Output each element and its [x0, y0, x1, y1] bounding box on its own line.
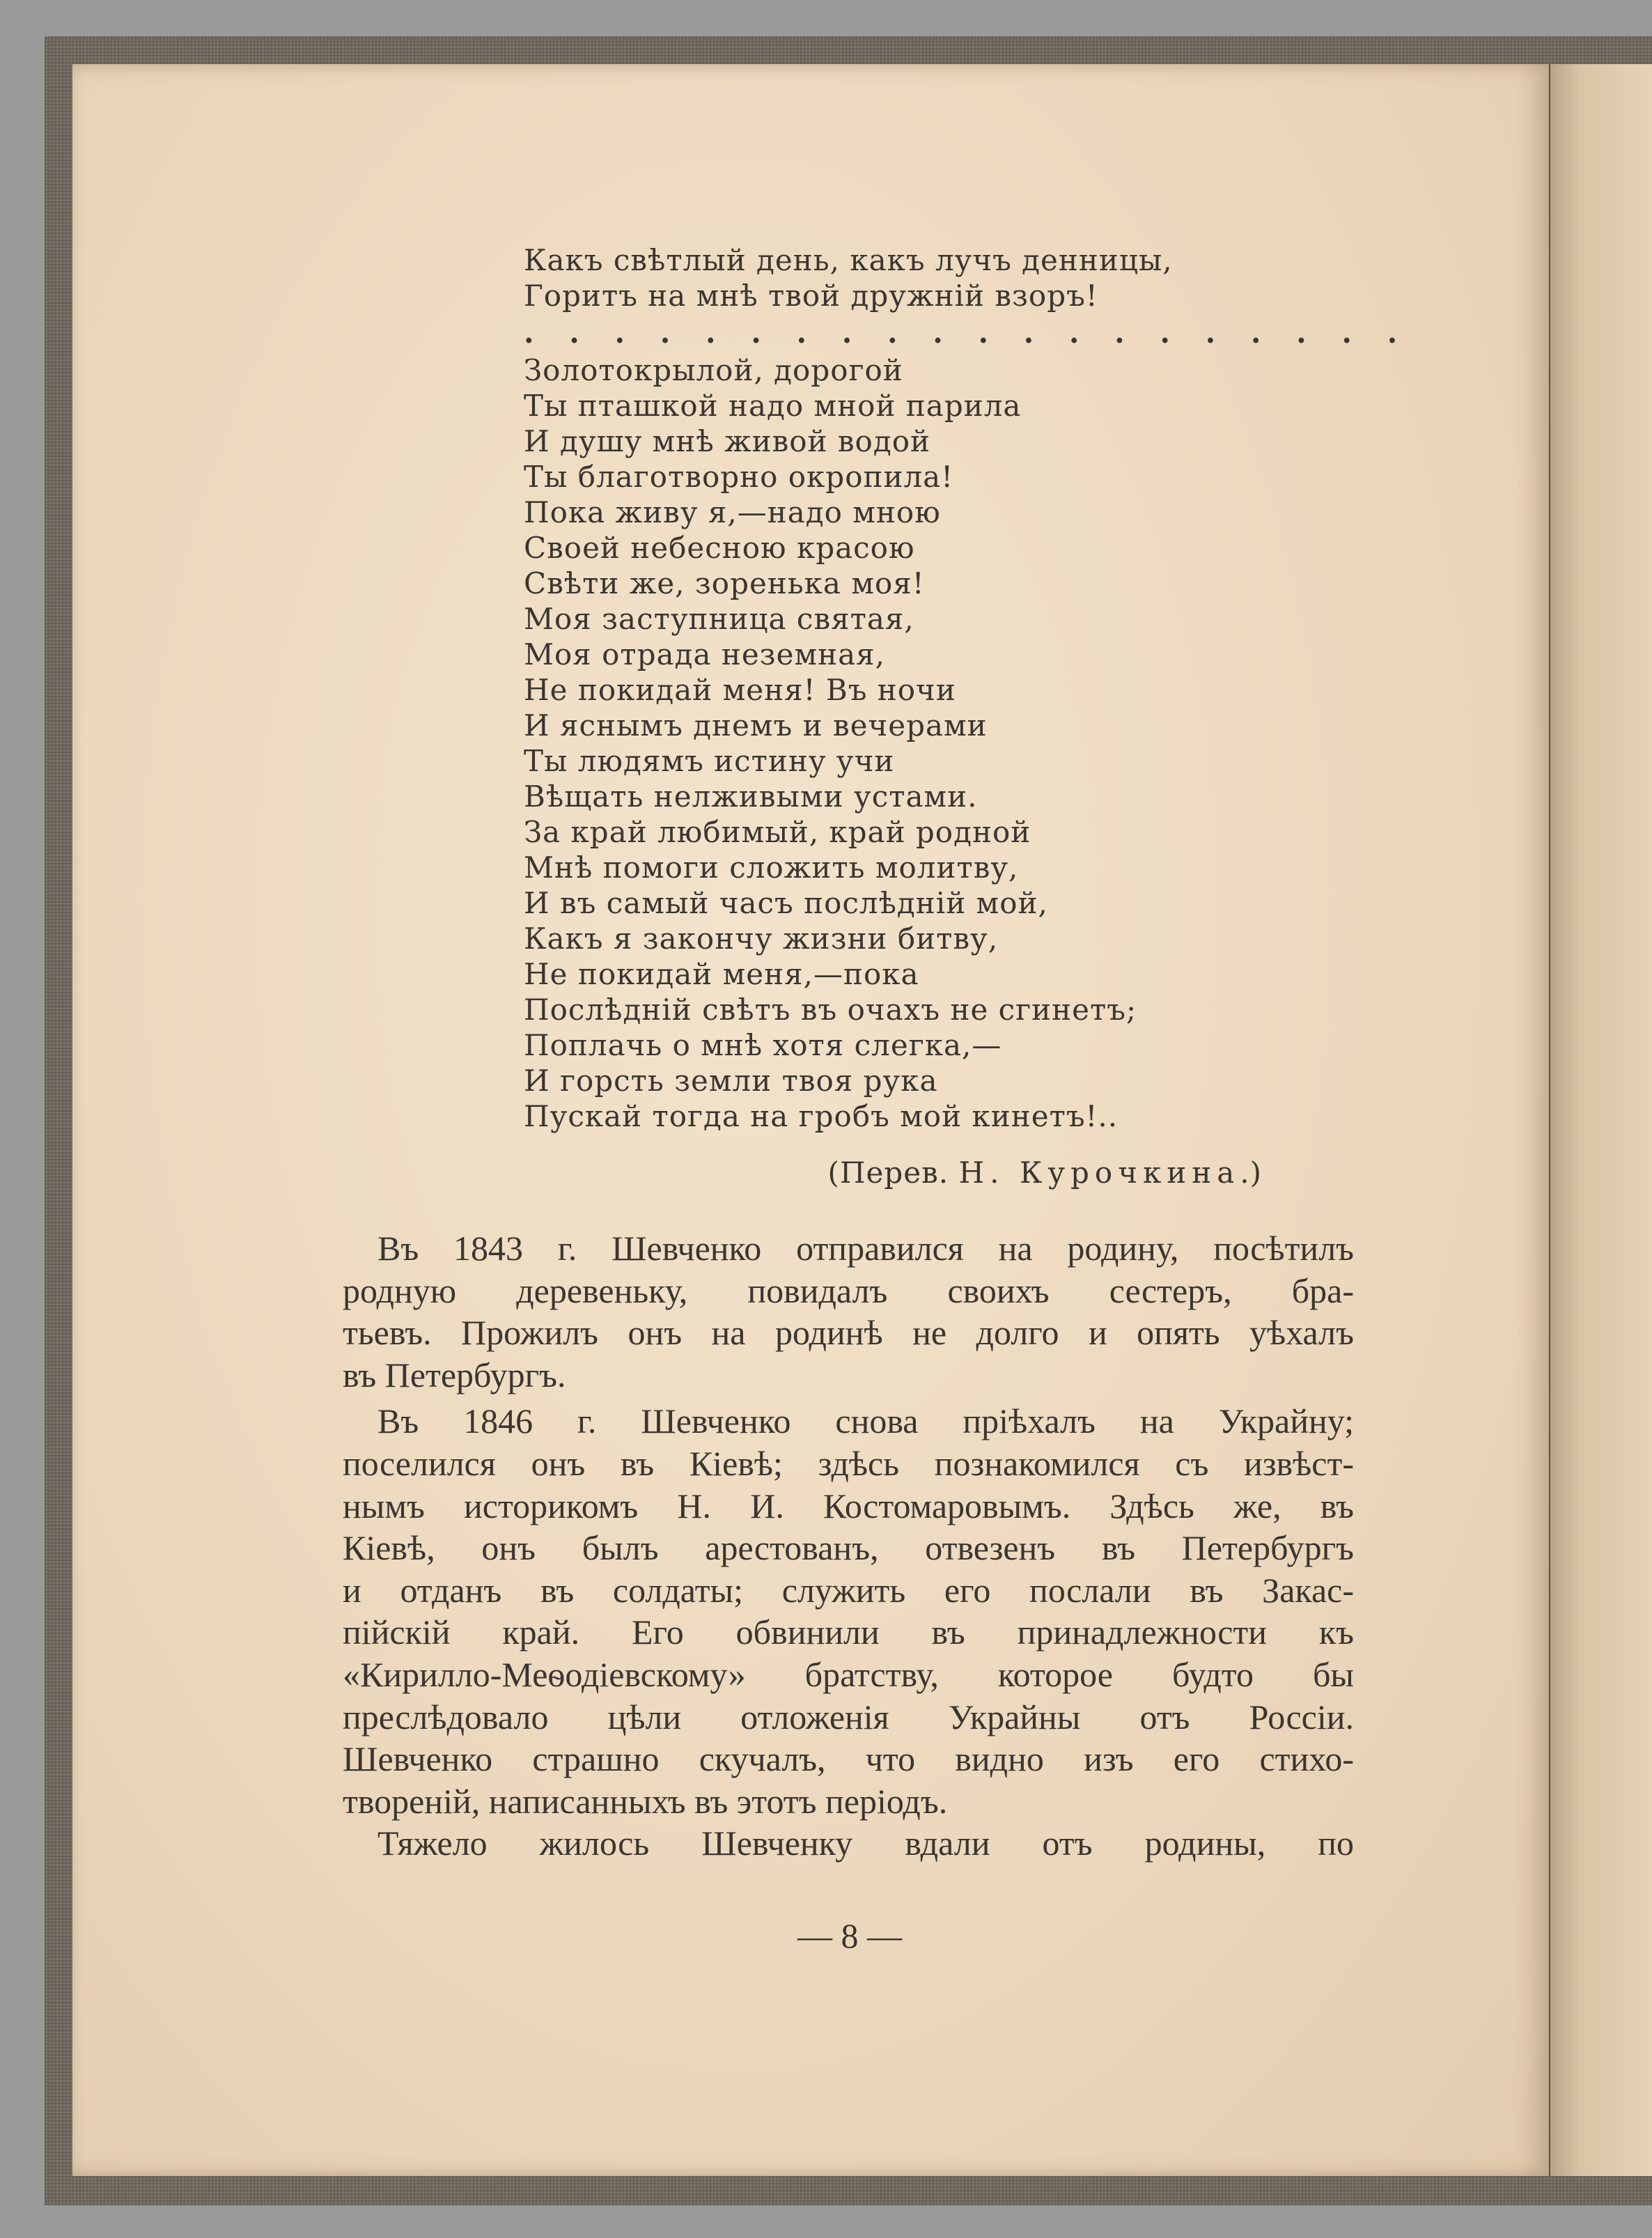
poem-line: Вѣщать нелживыми устами.: [524, 779, 978, 814]
poem-line: За край любимый, край родной: [524, 815, 1031, 849]
poem-line: И горсть земли твоя рука: [524, 1064, 938, 1098]
poem-block: [524, 242, 1410, 1134]
poem-line: Ты пташкой надо мной парила: [524, 389, 1022, 423]
poem-line: И въ самый часъ послѣдній мой,: [524, 886, 1048, 920]
paragraph-line: тьевъ. Прожилъ онъ на родинѣ не долго и опять уѣхалъ: [343, 1313, 1354, 1353]
poem-line: Послѣдній свѣтъ въ очахъ не сгинетъ;: [524, 993, 1137, 1027]
paragraph-line: Тяжело жилось Шевченку вдали отъ родины, по: [377, 1824, 1354, 1863]
translator-name: Н. Курочкина: [958, 1156, 1240, 1190]
paragraph-line: родную деревеньку, повидалъ своихъ сестеръ, бра-: [343, 1270, 1354, 1310]
poem-line: Не покидай меня! Въ ночи: [524, 673, 956, 707]
poem-line: Ты благотворно окропила!: [524, 460, 954, 494]
facing-page-edge: [1550, 64, 1652, 2176]
translator-credit: [766, 1156, 1262, 1190]
poem-line: И яснымъ днемъ и вечерами: [524, 708, 988, 743]
poem-line: Моя отрада неземная,: [524, 637, 885, 671]
paragraph-line: Въ 1843 г. Шевченко отправился на родину, посѣтилъ: [377, 1229, 1354, 1268]
paragraph-line: пійскій край. Его обвинили въ принадлежности къ: [343, 1613, 1354, 1652]
translator-suffix: .): [1240, 1156, 1262, 1190]
poem-line: Поплачь о мнѣ хотя слегка,—: [524, 1028, 1002, 1062]
paragraph-line: нымъ историкомъ Н. И. Костомаровымъ. Здѣсь же, въ: [343, 1486, 1354, 1525]
translator-prefix: (Перев.: [827, 1156, 959, 1190]
poem-line: Мнѣ помоги сложить молитву,: [524, 850, 1019, 885]
poem-line: Пускай тогда на гробъ мой кинетъ!..: [524, 1099, 1119, 1133]
poem-ellipsis: . . . . . . . . . . . . . . . . . . . .: [524, 316, 1410, 350]
prose-text: [343, 1227, 1354, 1865]
paragraph-line: въ Петербургъ.: [343, 1355, 566, 1394]
poem-line: Не покидай меня,—пока: [524, 957, 919, 991]
paragraph-line: твореній, написанныхъ въ этотъ періодъ.: [343, 1781, 948, 1821]
poem-line: Моя заступница святая,: [524, 602, 914, 636]
paragraph-line: Въ 1846 г. Шевченко снова пріѣхалъ на Украйну;: [377, 1401, 1354, 1441]
poem-line: Свѣти же, зоренька моя!: [524, 566, 925, 600]
paragraph-line: преслѣдовало цѣли отложенія Украйны отъ Россіи.: [343, 1697, 1354, 1736]
poem-line: Ты людямъ истину учи: [524, 744, 895, 778]
poem-line: Пока живу я,—надо мною: [524, 495, 941, 529]
paragraph-line: и отданъ въ солдаты; служить его послали въ Закас-: [343, 1570, 1354, 1610]
poem-line: Какъ свѣтлый день, какъ лучъ денницы,: [524, 243, 1173, 277]
poem-line: Своей небесною красою: [524, 531, 915, 565]
paragraph-line: поселился онъ въ Кіевѣ; здѣсь познакомился съ извѣст-: [343, 1443, 1354, 1483]
page-number: — 8 —: [797, 1916, 902, 1955]
poem-line: И душу мнѣ живой водой: [524, 424, 930, 458]
paragraph-line: «Кирилло-Меѳодіевскому» братству, которое будто бы: [343, 1654, 1354, 1694]
paragraph-line: Шевченко страшно скучалъ, что видно изъ его стихо-: [343, 1739, 1354, 1779]
poem-line: Какъ я закончу жизни битву,: [524, 922, 999, 956]
paragraph-line: Кіевѣ, онъ былъ арестованъ, отвезенъ въ Петербургъ: [343, 1528, 1354, 1568]
poem-line: Золотокрылой, дорогой: [524, 353, 903, 387]
poem-line: Горитъ на мнѣ твой дружній взоръ!: [524, 279, 1098, 313]
